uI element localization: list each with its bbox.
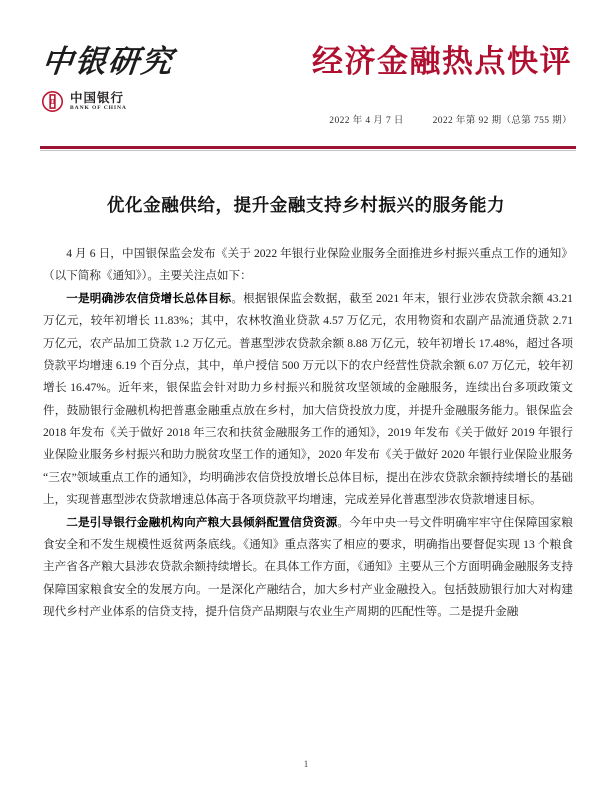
header-rule-thin: [40, 150, 576, 151]
issue-date: 2022 年 4 月 7 日: [329, 116, 404, 126]
bank-name-cn: 中国银行: [70, 90, 125, 105]
paragraph-point-one: [43, 288, 573, 512]
paragraph-point-two: [43, 512, 573, 624]
paragraph-text: 。今年中央一号文件明确牢牢守住保障国家粮食安全和不发生规模性返贫两条底线。《通知》重点落实了相应的要求，明确指出要督促实现 13 个粮食主产省各产粮大县涉农贷款余额持续增长。在具体工作方面，《通知》主要从三个方面明确金融服务支持保障国家粮食安全的发展方向。一是深化产融结合，加大乡村产业金融投入。包括鼓励银行加大对构建现代乡村产业体系的信贷支持，提升信贷产品期限与农业生产周期的匹配性等。二是提升金融: [43, 515, 573, 618]
brand-block: [42, 46, 272, 112]
bank-of-china-logo: [42, 91, 272, 112]
brand-script-logo: 中银研究: [40, 44, 176, 79]
page-number: 1: [303, 759, 309, 769]
publication-title: 经济金融热点快评: [312, 44, 572, 79]
bank-name-en: BANK OF CHINA: [70, 104, 127, 111]
masthead: [0, 0, 612, 126]
paragraph-text: 。根据银保监会数据，截至 2021 年末，银行业涉农贷款余额 43.21 万亿元，较年初增长 11.83%；其中，农林牧渔业贷款 4.57 万亿元，农用物资和农副产品流通贷款 2.71 万亿元，农产品加工贷款 1.2 万亿元。普惠型涉农贷款余额 8.88 万亿元，较年初增长 17.48%，超过各项贷款平均增速 6.19 个百分点，其中，单户授信 500 万元以下的农户经营性贷款余额 6.07 万亿元，较年初增长 16.47%。近年来，银保监会针对助力乡村振兴和脱贫攻坚领域的金融服务，连续出台多项政策文件，鼓励银行金融机构把普惠金融重点放在乡村，加大信贷投放力度，并提升金融服务能力。银保监会 2018 年发布《关于做好 2018 年三农和扶贫金融服务工作的通知》，2019 年发布《关于做好 2019 年银行业保险业服务乡村振兴和助力脱贫攻坚工作的通知》，2020 年发布《关于做好 2020 年银行业保险业服务“三农”领域重点工作的通知》，均明确涉农信贷投放增长总体目标，提出在涉农贷款余额持续增长的基础上，实现普惠型涉农贷款增速总体高于各项贷款平均增速，完成差异化普惠型涉农贷款增速目标。: [43, 291, 573, 507]
header-rule-accent: [40, 146, 576, 149]
page-title: 优化金融供给，提升金融支持乡村振兴的服务能力: [106, 194, 506, 215]
article-body: [43, 243, 573, 623]
issue-number: 2022 年第 92 期（总第 755 期）: [432, 116, 572, 126]
bank-name-block: [70, 92, 127, 111]
paragraph-intro: [43, 243, 573, 288]
paragraph-text: 4 月 6 日，中国银保监会发布《关于 2022 年银行业保险业服务全面推进乡村振兴重点工作的通知》（以下简称《通知》）。主要关注点如下：: [43, 247, 573, 283]
paragraph-lead: 一是明确涉农信贷增长总体目标: [66, 291, 232, 305]
issue-info: [329, 112, 572, 126]
boc-emblem-icon: [42, 91, 63, 112]
paragraph-lead: 二是引导银行金融机构向产粮大县倾斜配置信贷资源: [66, 515, 338, 529]
